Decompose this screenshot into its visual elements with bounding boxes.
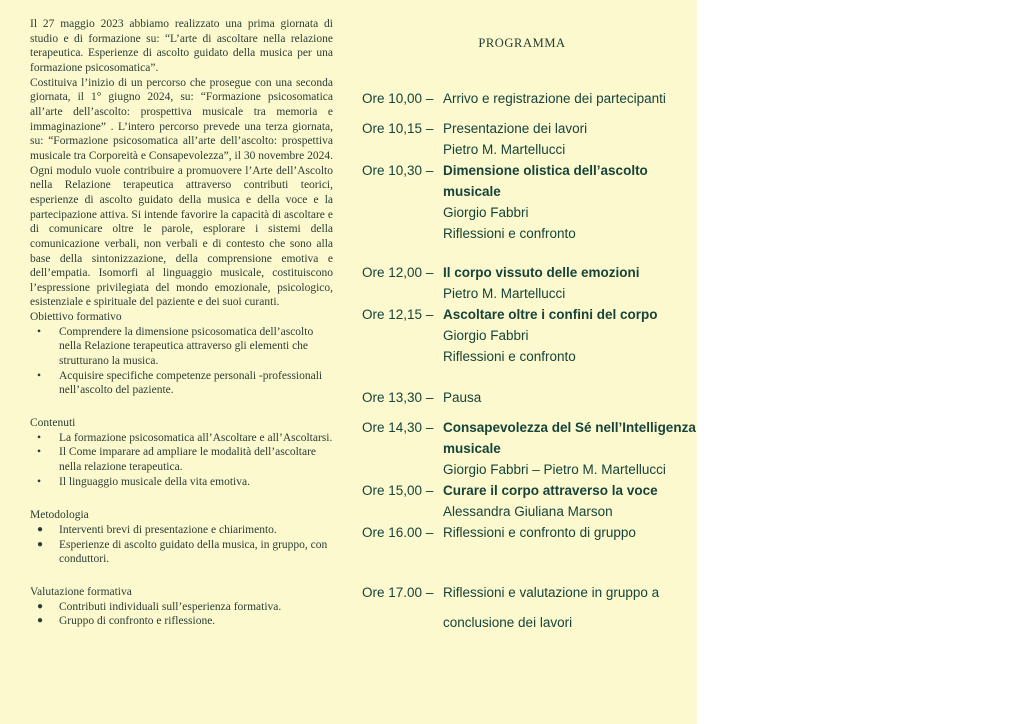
bullet-icon: • bbox=[37, 431, 42, 444]
list-item bbox=[30, 523, 333, 538]
program-entry-title: Il corpo vissuto delle emozioni bbox=[443, 265, 640, 280]
dash: – bbox=[425, 525, 434, 540]
program-entry-time: Ore 15,00 – bbox=[362, 483, 434, 498]
program-entry bbox=[362, 480, 697, 522]
list-item-text: Comprendere la dimensione psicosomatica dell’ascolto nella Relazione terapeutica attraverso gli elementi che strutturano la musica. bbox=[59, 325, 314, 368]
list-item bbox=[30, 431, 333, 446]
program-entry-speaker: Giorgio Fabbri bbox=[443, 205, 529, 220]
bullet-icon: • bbox=[37, 475, 42, 488]
list-item-text: Contributi individuali sull’esperienza formativa. bbox=[59, 600, 282, 613]
dash: – bbox=[425, 390, 434, 405]
program-entry bbox=[362, 160, 697, 244]
program-entry bbox=[362, 118, 697, 160]
section-heading: Contenuti bbox=[30, 417, 76, 430]
program-entry-note: Riflessioni e confronto bbox=[443, 349, 576, 364]
dash: – bbox=[425, 307, 434, 322]
program-entry-title: Presentazione dei lavori bbox=[443, 121, 588, 136]
program-entry-time: Ore 12,15 – bbox=[362, 307, 434, 322]
list-item bbox=[30, 600, 333, 615]
program-entry-time: Ore 17.00 – bbox=[362, 585, 434, 600]
program-entry-time: Ore 16.00 – bbox=[362, 525, 434, 540]
program-entry-speaker: Pietro M. Martellucci bbox=[443, 142, 566, 157]
list-item-text: Acquisire specifiche competenze personali -professionali nell’ascolto del paziente. bbox=[59, 369, 323, 397]
list-item-text: Esperienze di ascolto guidato della musica, in gruppo, con conduttori. bbox=[59, 538, 328, 566]
list-item bbox=[30, 475, 333, 490]
program-entry-time: Ore 12,00 – bbox=[362, 265, 434, 280]
dash: – bbox=[425, 265, 434, 280]
bullet-icon: ● bbox=[37, 600, 44, 612]
dash: – bbox=[425, 163, 434, 178]
bullet-icon: • bbox=[37, 446, 42, 459]
list-item-text: Il Come imparare ad ampliare le modalità dell’ascoltare nella relazione terapeutica. bbox=[59, 446, 317, 474]
program-column bbox=[362, 0, 697, 633]
program-entry-time: Ore 14,30 – bbox=[362, 420, 434, 435]
program-entry-speaker: Giorgio Fabbri bbox=[443, 328, 529, 343]
program-entry-title: Curare il corpo attraverso la voce bbox=[443, 483, 658, 498]
program-entry-title: Riflessioni e confronto di gruppo bbox=[443, 525, 636, 540]
intro-paragraph-1: Il 27 maggio 2023 abbiamo realizzato una prima giornata di studio e di formazione su: “L’arte di ascoltare nella relazione terapeutica. Esperienze di ascolto guidato della musica per una formazione psicosomatica”. bbox=[30, 18, 333, 74]
list-item-text: La formazione psicosomatica all’Ascoltare e all’Ascoltarsi. bbox=[59, 431, 333, 444]
list-item bbox=[30, 325, 333, 369]
section-heading: Obiettivo formativo bbox=[30, 311, 122, 324]
intro-paragraph-2: Costituiva l’inizio di un percorso che prosegue con una seconda giornata, il 1° giugno 2024, su: “Formazione psicosomatica all’arte dell’ascolto: prospettiva musicale tra memoria e immaginazione” . L’intero percorso prevede una terza giornata, su: “Formazione psicosomatica all’arte dell’ascolto: prospettiva musicale tra Corporeità e Consapevolezza”, il 30 novembre 2024. Ogni modulo vuole contribuire a promuovere l’Arte dell’Ascolto nella Relazione terapeutica attraverso contributi teorici, esperienze di ascolto guidato della musica e della voce e la partecipazione attiva. Si intende favorire la capacità di ascoltare e di comunicare oltre le parole, esplorare i sistemi della comunicazione verbali, non verbali e di contesto che sono alla base della sintonizzazione, della comprensione emotiva e dell’empatia. Isomorfi al linguaggio musicale, costituiscono l’espressione privilegiata del mondo emozionale, psicologico, esistenziale e spirituale del paziente e dei suoi curanti. bbox=[30, 76, 333, 309]
program-entry-title: Ascoltare oltre i confini del corpo bbox=[443, 307, 658, 322]
program-entry-speaker: Alessandra Giuliana Marson bbox=[443, 504, 613, 519]
program-entry-time: Ore 10,00 – bbox=[362, 91, 434, 106]
list-item-text: Il linguaggio musicale della vita emotiva. bbox=[59, 475, 250, 488]
bullet-icon: • bbox=[37, 325, 42, 338]
program-entry-title: Consapevolezza del Sé nell’Intelligenza musicale bbox=[443, 420, 696, 456]
program-entry bbox=[362, 387, 697, 408]
program-entry-speaker: Giorgio Fabbri – Pietro M. Martellucci bbox=[443, 462, 666, 477]
section-contenuti bbox=[30, 416, 333, 489]
program-entry-title-continuation: conclusione dei lavori bbox=[443, 615, 573, 630]
program-entry-title: Riflessioni e valutazione in gruppo a bbox=[443, 585, 660, 600]
list-item bbox=[30, 614, 333, 629]
list-item bbox=[30, 369, 333, 398]
bullet-icon: ● bbox=[37, 538, 44, 550]
section-metodologia bbox=[30, 508, 333, 567]
bullet-icon: ● bbox=[37, 615, 44, 627]
dash: – bbox=[425, 91, 434, 106]
dash: – bbox=[425, 420, 434, 435]
program-entry bbox=[362, 88, 697, 109]
program-title: PROGRAMMA bbox=[478, 36, 566, 50]
list-item bbox=[30, 445, 333, 474]
section-heading: Metodologia bbox=[30, 509, 89, 522]
section-valutazione-formativa bbox=[30, 585, 333, 629]
program-entry-speaker: Pietro M. Martellucci bbox=[443, 286, 566, 301]
section-obiettivo-formativo bbox=[30, 310, 333, 398]
program-entry bbox=[362, 417, 697, 480]
bullet-icon: ● bbox=[37, 524, 44, 535]
bullet-icon: • bbox=[37, 369, 42, 382]
program-entry-time: Ore 10,15 – bbox=[362, 121, 434, 136]
list-item-text: Interventi brevi di presentazione e chiarimento. bbox=[59, 524, 277, 536]
intro-column bbox=[30, 17, 333, 629]
program-entry-title: Pausa bbox=[443, 390, 482, 405]
list-item bbox=[30, 538, 333, 567]
program-entry bbox=[362, 304, 697, 367]
program-entry bbox=[362, 582, 697, 633]
program-schedule bbox=[362, 88, 697, 633]
dash: – bbox=[425, 585, 434, 600]
dash: – bbox=[425, 483, 434, 498]
program-entry-title: Dimensione olistica dell’ascolto musicale bbox=[443, 163, 648, 199]
list-item-text: Gruppo di confronto e riflessione. bbox=[59, 615, 216, 628]
section-heading: Valutazione formativa bbox=[30, 585, 132, 598]
program-entry-title: Arrivo e registrazione dei partecipanti bbox=[443, 91, 666, 106]
program-entry bbox=[362, 262, 697, 304]
program-entry bbox=[362, 522, 697, 543]
program-entry-time: Ore 13,30 – bbox=[362, 390, 434, 405]
program-entry-time: Ore 10,30 – bbox=[362, 163, 434, 178]
program-entry-note: Riflessioni e confronto bbox=[443, 226, 576, 241]
dash: – bbox=[425, 121, 434, 136]
